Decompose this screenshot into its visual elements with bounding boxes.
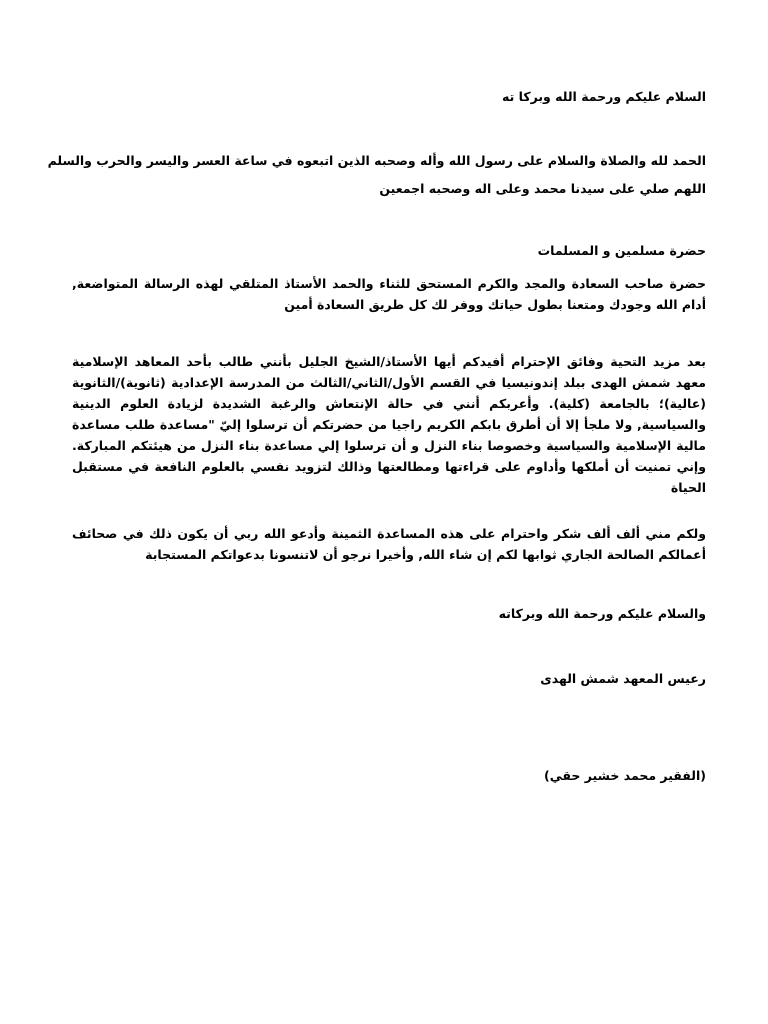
prayer-line: اللهم صلي على سيدنا محمد وعلى اله وصحبه اجمعين [379, 181, 706, 196]
request-paragraph: بعد مزيد التحية وفائق الإحترام أفيدكم أيها الأستاذ/الشيخ الجليل بأنني طالب بأحد المعاهد الإسلامية معهد شمش الهدى ببلد إندونيسيا في القسم الأول/الثاني/الثالث من المدرسة الإعدادية (ثانوية)/الثانوية (عالية)؛ بالجامعة (كلية). وأعربكم أنني في حالة الإنتعاش والرغبة الشديدة لزيادة العلوم الدينية والسياسية, ولا ملجأ إلا أن أطرق بابكم الكريم راجيا من حضرتكم أن ترسلوا إليّ "مساعدة طلب مساعدة مالية الإسلامية والسياسية وخصوصا بناء النزل و أن ترسلوا إلي مساعدة بناء النزل من هيئتكم المباركة. وإني تمنيت أن أملكها وأداوم على قراءتها ومطالعتها وذالك لتزويد نفسي بالعلوم النافعة في مستقبل الحياة [72, 354, 706, 495]
signer-title: رعيس المعهد شمش الهدى [540, 671, 706, 686]
address-paragraph: حضرة صاحب السعادة والمجد والكرم المستحق للثناء والحمد الأستاذ المتلقي لهذه الرسالة المتواضعة, أدام الله وجودك ومتعنا بطول حياتك ووفر لك كل طريق السعادة أمين [72, 276, 706, 312]
thanks-paragraph: ولكم مني ألف ألف شكر واحترام على هذه المساعدة الثمينة وأدعو الله ربي أن يكون ذلك في صحائف أعمالكم الصالحة الجاري ثوابها لكم إن شاء الله, وأخيرا نرجو أن لاتنسونا بدعواتكم المستجابة [72, 526, 706, 562]
address-heading: حضرة مسلمين و المسلمات [537, 243, 706, 258]
opening-greeting: السلام عليكم ورحمة الله وبركا ته [502, 89, 706, 104]
signer-name: (الفقير محمد خشير حقي) [544, 768, 706, 783]
praise-line: الحمد لله والصلاة والسلام على رسول الله وأله وصحبه الذين اتبعوه في ساعة العسر واليسر والحرب والسلم [47, 153, 706, 168]
closing-greeting: والسلام عليكم ورحمة الله وبركاته [498, 606, 706, 621]
